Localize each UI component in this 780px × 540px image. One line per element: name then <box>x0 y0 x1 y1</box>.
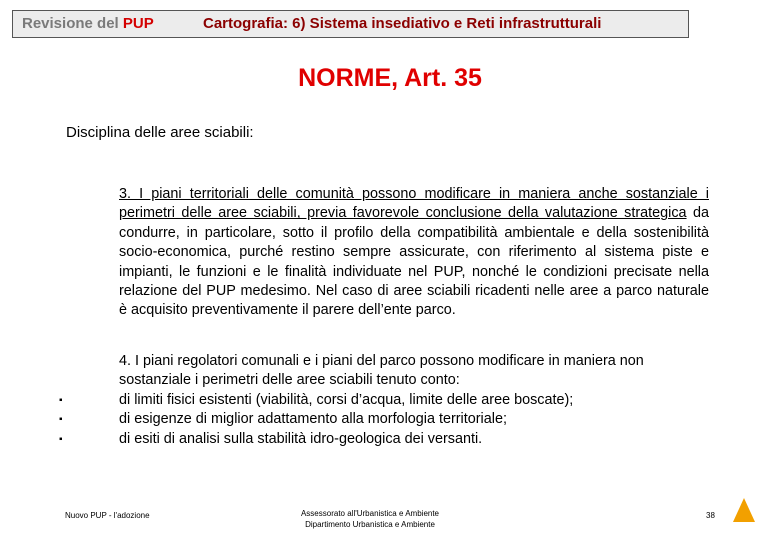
page-title: NORME, Art. 35 <box>298 64 482 92</box>
paragraph-3 <box>119 185 709 321</box>
bullet-icon: ▪ <box>59 433 63 445</box>
header-left-prefix: Revisione del <box>22 15 123 32</box>
header-right: Cartografia: 6) Sistema insediativo e Reti infrastrutturali <box>203 15 602 32</box>
paragraph-4 <box>59 352 709 449</box>
paragraph-3-underlined: 3. I piani territoriali delle comunità possono modificare in maniera anche sostanziale i perimetri delle aree sciabili, previa favorevole conclusione della valutazione strategica <box>119 186 709 222</box>
subtitle: Disciplina delle aree sciabili: <box>66 124 254 141</box>
footer-center <box>280 508 460 530</box>
list-item <box>59 391 709 410</box>
header-pup: PUP <box>122 15 154 32</box>
list-item-text: di esigenze di miglior adattamento alla morfologia territoriale; <box>119 411 507 428</box>
footer-center-line1: Assessorato all'Urbanistica e Ambiente <box>300 509 440 518</box>
header-left <box>22 15 154 32</box>
triangle-icon[interactable] <box>733 498 755 522</box>
list-item <box>59 430 709 449</box>
paragraph-3-rest: da condurre, in particolare, sotto il profilo della compatibilità ambientale e della sostenibilità socio-economica, purché restino sempre assicurate, con riferimento al sistema piste e impianti, le funzioni e le finalità individuate nel PUP, nonché le condizioni precisate nella relazione del PUP medesimo. Nel caso di aree sciabili ricadenti nelle aree a parco naturale è acquisito preventivamente il parere dell’ente parco. <box>119 205 709 319</box>
list-item <box>59 410 709 429</box>
list-item-text: di limiti fisici esistenti (viabilità, corsi d’acqua, limite delle aree boscate); <box>119 391 574 408</box>
slide-header <box>12 10 689 38</box>
footer-left: Nuovo PUP - l'adozione <box>65 511 150 520</box>
list-item-text: di esiti di analisi sulla stabilità idro-geologica dei versanti. <box>119 430 483 447</box>
bullet-icon: ▪ <box>59 394 63 406</box>
footer-center-line2: Dipartimento Urbanistica e Ambiente <box>305 520 435 529</box>
paragraph-4-intro: 4. I piani regolatori comunali e i piani del parco possono modificare in maniera non sostanziale i perimetri delle aree sciabili tenuto conto: <box>119 353 644 389</box>
page-number: 38 <box>706 511 715 520</box>
bullet-icon: ▪ <box>59 414 63 426</box>
